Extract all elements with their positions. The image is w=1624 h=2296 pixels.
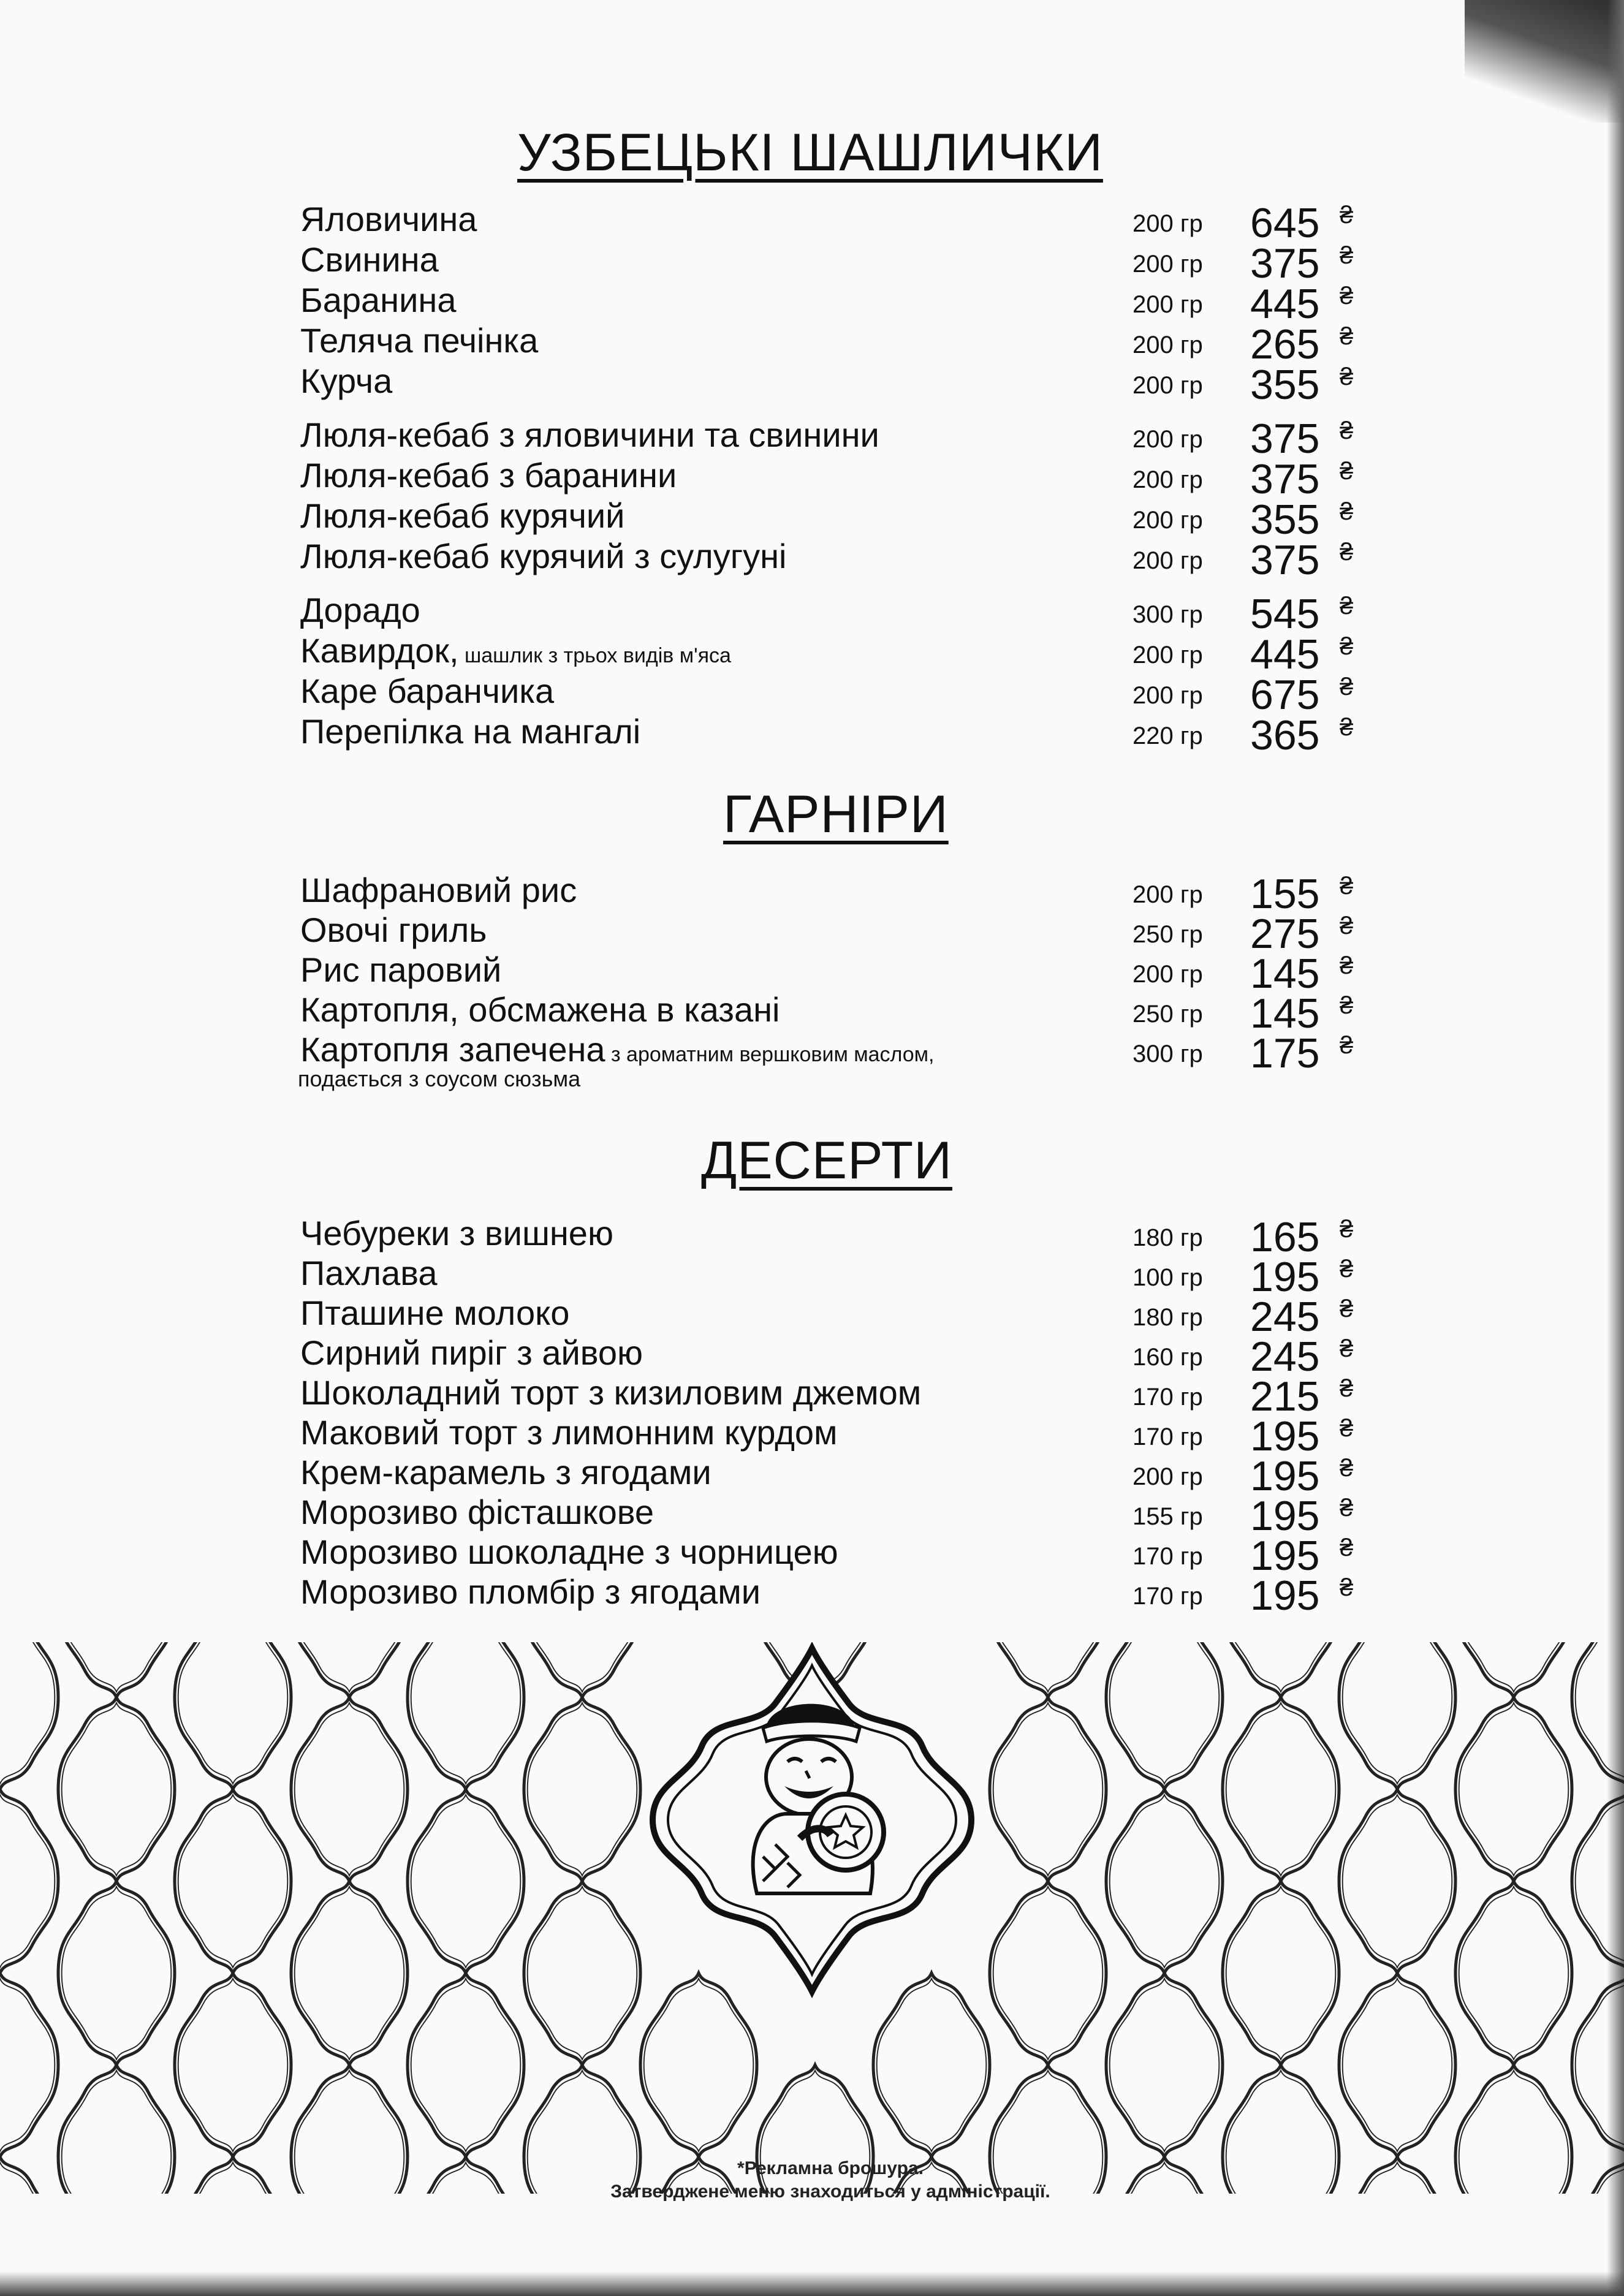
pattern-tile bbox=[524, 1642, 640, 1697]
item-price: 375 bbox=[1250, 456, 1320, 502]
pattern-tile-inner bbox=[1226, 1642, 1336, 1692]
item-title: Дорадо bbox=[300, 591, 420, 629]
item-title: Чебуреки з вишнею bbox=[300, 1214, 613, 1252]
item-weight: 170 гр bbox=[1133, 1543, 1203, 1570]
pattern-tile-inner bbox=[1226, 1703, 1336, 1876]
pattern-tile-inner bbox=[62, 1887, 172, 2059]
currency-sign: ₴ bbox=[1340, 417, 1354, 444]
pattern-tile-inner bbox=[1459, 1642, 1569, 1692]
item-name bbox=[300, 1412, 838, 1452]
menu-item bbox=[294, 536, 1385, 583]
menu-item bbox=[294, 1213, 1385, 1260]
item-title: Шоколадний торт з кизиловим джемом bbox=[300, 1373, 922, 1412]
pattern-tile-inner bbox=[62, 1703, 172, 1876]
currency-sign: ₴ bbox=[1340, 1216, 1354, 1243]
item-name bbox=[300, 1333, 643, 1373]
item-name bbox=[300, 1213, 613, 1253]
menu-item bbox=[294, 496, 1385, 543]
pattern-tile-inner bbox=[178, 1979, 288, 2151]
currency-sign: ₴ bbox=[1340, 282, 1354, 309]
menu-item bbox=[294, 990, 1385, 1037]
item-title: Яловичина bbox=[300, 200, 477, 238]
currency-sign: ₴ bbox=[1340, 539, 1354, 566]
pattern-tile bbox=[990, 1697, 1106, 1881]
pattern-tile bbox=[1455, 1881, 1572, 2065]
menu-item bbox=[294, 320, 1385, 368]
item-weight: 160 гр bbox=[1133, 1344, 1203, 1371]
pattern-tile-inner bbox=[0, 1642, 55, 1784]
item-name bbox=[300, 280, 456, 320]
item-price: 445 bbox=[1250, 281, 1320, 327]
currency-sign: ₴ bbox=[1340, 1534, 1354, 1561]
item-price: 165 bbox=[1250, 1214, 1320, 1260]
item-price: 145 bbox=[1250, 950, 1320, 997]
item-price: 245 bbox=[1250, 1333, 1320, 1380]
menu-item bbox=[294, 1572, 1385, 1619]
currency-sign: ₴ bbox=[1340, 912, 1354, 939]
menu-item bbox=[294, 455, 1385, 502]
currency-sign: ₴ bbox=[1340, 363, 1354, 390]
menu-item bbox=[294, 1029, 1385, 1091]
item-title: Свинина bbox=[300, 240, 439, 279]
item-price: 195 bbox=[1250, 1572, 1320, 1619]
menu-item bbox=[294, 910, 1385, 957]
arabesque-tile-pattern bbox=[0, 1642, 1624, 2194]
currency-sign: ₴ bbox=[1340, 1375, 1354, 1402]
pattern-tile-inner bbox=[295, 1703, 404, 1876]
pattern-tile bbox=[408, 1973, 524, 2157]
item-weight: 180 гр bbox=[1133, 1224, 1203, 1251]
item-weight: 200 гр bbox=[1133, 642, 1203, 669]
menu-item bbox=[294, 1373, 1385, 1420]
menu-item bbox=[294, 1333, 1385, 1380]
pattern-tile bbox=[1106, 1789, 1223, 1973]
section-title: ДЕСЕРТИ bbox=[701, 1131, 952, 1190]
pattern-tile-inner bbox=[1343, 1642, 1452, 1784]
item-name bbox=[300, 910, 487, 950]
item-title: Перепілка на мангалі bbox=[300, 712, 641, 751]
item-name bbox=[300, 1029, 935, 1069]
menu-item bbox=[294, 870, 1385, 917]
item-weight: 200 гр bbox=[1133, 1463, 1203, 1490]
item-price: 175 bbox=[1250, 1030, 1320, 1077]
item-name bbox=[300, 320, 538, 360]
item-name bbox=[300, 711, 640, 751]
item-name bbox=[300, 1293, 569, 1333]
item-title: Люля-кебаб курячий bbox=[300, 496, 625, 535]
item-weight: 170 гр bbox=[1133, 1583, 1203, 1610]
item-price: 145 bbox=[1250, 990, 1320, 1037]
pattern-tile-inner bbox=[644, 1979, 754, 2151]
pattern-tile bbox=[175, 1973, 291, 2157]
item-name bbox=[300, 990, 780, 1029]
currency-sign: ₴ bbox=[1340, 673, 1354, 700]
item-weight: 100 гр bbox=[1133, 1264, 1203, 1291]
pattern-tile-inner bbox=[528, 1642, 637, 1692]
item-price: 645 bbox=[1250, 200, 1320, 246]
item-weight: 250 гр bbox=[1133, 921, 1203, 948]
item-weight: 300 гр bbox=[1133, 1040, 1203, 1067]
item-note: шашлик з трьох видів м'яса bbox=[458, 644, 731, 667]
currency-sign: ₴ bbox=[1340, 593, 1354, 619]
pattern-tile-inner bbox=[1343, 1795, 1452, 1968]
pattern-tile bbox=[873, 1973, 990, 2157]
pattern-tile-inner bbox=[1576, 1979, 1624, 2151]
pattern-tile bbox=[1339, 1973, 1455, 2157]
item-weight: 200 гр bbox=[1133, 291, 1203, 318]
pattern-tile-inner bbox=[1226, 1887, 1336, 2059]
item-title: Морозиво фісташкове bbox=[300, 1493, 655, 1531]
item-title: Каре баранчика bbox=[300, 672, 555, 710]
menu-item bbox=[294, 590, 1385, 637]
pattern-tile bbox=[640, 1973, 757, 2157]
pattern-tile-inner bbox=[528, 1887, 637, 2059]
item-weight: 180 гр bbox=[1133, 1304, 1203, 1331]
item-title: Морозиво пломбір з ягодами bbox=[300, 1572, 761, 1611]
item-price: 445 bbox=[1250, 631, 1320, 678]
pattern-tile bbox=[1339, 1789, 1455, 1973]
pattern-tile bbox=[58, 1881, 175, 2065]
item-price: 195 bbox=[1250, 1493, 1320, 1539]
item-price: 355 bbox=[1250, 496, 1320, 543]
currency-sign: ₴ bbox=[1340, 1295, 1354, 1322]
footer-note-line1: *Рекламна брошура. bbox=[737, 2158, 924, 2178]
currency-sign: ₴ bbox=[1340, 202, 1354, 229]
pattern-tile bbox=[1223, 1881, 1339, 2065]
menu-item bbox=[294, 950, 1385, 997]
item-weight: 170 гр bbox=[1133, 1423, 1203, 1450]
item-price: 195 bbox=[1250, 1533, 1320, 1579]
item-title: Теляча печінка bbox=[300, 321, 539, 360]
pattern-tile bbox=[990, 1881, 1106, 2065]
uzbek-chef-logo-icon bbox=[653, 1648, 971, 1991]
item-price: 355 bbox=[1250, 362, 1320, 408]
item-price: 375 bbox=[1250, 537, 1320, 583]
currency-sign: ₴ bbox=[1340, 1455, 1354, 1482]
item-weight: 200 гр bbox=[1133, 961, 1203, 988]
item-title: Люля-кебаб з яловичини та свинини bbox=[300, 415, 879, 454]
currency-sign: ₴ bbox=[1340, 1335, 1354, 1362]
pattern-tile-inner bbox=[1459, 1887, 1569, 2059]
item-name bbox=[300, 1492, 654, 1532]
pattern-tile-inner bbox=[1459, 1703, 1569, 1876]
currency-sign: ₴ bbox=[1340, 873, 1354, 900]
pattern-tile bbox=[58, 1697, 175, 1881]
item-name bbox=[300, 1572, 761, 1612]
item-weight: 200 гр bbox=[1133, 682, 1203, 709]
item-name bbox=[300, 1373, 921, 1412]
pattern-tile bbox=[1106, 1973, 1223, 2157]
pattern-tile bbox=[1106, 1642, 1223, 1789]
currency-sign: ₴ bbox=[1340, 498, 1354, 525]
pattern-tile bbox=[291, 1697, 408, 1881]
pattern-tile-inner bbox=[528, 1703, 637, 1876]
currency-sign: ₴ bbox=[1340, 714, 1354, 741]
background-corner bbox=[1465, 0, 1624, 123]
menu-item bbox=[294, 1492, 1385, 1539]
currency-sign: ₴ bbox=[1340, 242, 1354, 269]
item-price: 155 bbox=[1250, 871, 1320, 917]
item-price: 365 bbox=[1250, 712, 1320, 759]
menu-item bbox=[294, 631, 1385, 678]
item-title: Курча bbox=[300, 362, 393, 400]
pattern-tile bbox=[1455, 1697, 1572, 1881]
pattern-tile-inner bbox=[0, 1979, 55, 2151]
menu-item bbox=[294, 1412, 1385, 1460]
pattern-tile bbox=[0, 1973, 58, 2157]
item-price: 215 bbox=[1250, 1373, 1320, 1420]
section-title: УЗБЕЦЬКІ ШАШЛИЧКИ bbox=[517, 123, 1103, 182]
pattern-tile bbox=[0, 1642, 58, 1789]
pattern-tile bbox=[524, 1697, 640, 1881]
item-title: Кавирдок, bbox=[300, 631, 459, 670]
pattern-tile-inner bbox=[178, 1795, 288, 1968]
pattern-tile bbox=[175, 1789, 291, 1973]
pattern-tile bbox=[408, 1642, 524, 1789]
menu-item bbox=[294, 240, 1385, 287]
pattern-tile bbox=[58, 1642, 175, 1697]
pattern-tile bbox=[291, 1642, 408, 1697]
item-title: Пташине молоко bbox=[300, 1294, 570, 1332]
pattern-tile-inner bbox=[178, 1642, 288, 1784]
pattern-tile-inner bbox=[1110, 1642, 1220, 1784]
item-title: Картопля, обсмажена в казані bbox=[300, 990, 780, 1029]
item-weight: 200 гр bbox=[1133, 466, 1203, 493]
item-title: Баранина bbox=[300, 281, 457, 319]
item-title: Рис паровий bbox=[300, 950, 502, 989]
item-weight: 200 гр bbox=[1133, 372, 1203, 399]
item-weight: 200 гр bbox=[1133, 210, 1203, 237]
item-title: Морозиво шоколадне з чорницею bbox=[300, 1533, 838, 1571]
item-name bbox=[300, 361, 392, 401]
item-subnote: подається з соусом сюзьма bbox=[298, 1066, 581, 1091]
item-title: Картопля запечена bbox=[300, 1030, 605, 1069]
item-price: 195 bbox=[1250, 1254, 1320, 1300]
pattern-tile-inner bbox=[0, 1795, 55, 1968]
menu-item bbox=[294, 361, 1385, 408]
item-name bbox=[300, 631, 731, 670]
item-title: Сирний пиріг з айвою bbox=[300, 1333, 643, 1372]
pattern-tile bbox=[1455, 1642, 1572, 1697]
pattern-tile bbox=[1339, 1642, 1455, 1789]
item-name bbox=[300, 455, 677, 495]
item-name bbox=[300, 870, 577, 910]
item-price: 375 bbox=[1250, 240, 1320, 287]
pattern-tile-inner bbox=[877, 1979, 987, 2151]
pattern-tile bbox=[0, 1789, 58, 1973]
item-price: 195 bbox=[1250, 1413, 1320, 1460]
menu-item bbox=[294, 671, 1385, 718]
item-name bbox=[300, 536, 787, 576]
currency-sign: ₴ bbox=[1340, 1415, 1354, 1442]
currency-sign: ₴ bbox=[1340, 323, 1354, 350]
item-name bbox=[300, 950, 501, 990]
item-price: 675 bbox=[1250, 672, 1320, 718]
menu-item bbox=[294, 1452, 1385, 1499]
item-name bbox=[300, 1452, 711, 1492]
currency-sign: ₴ bbox=[1340, 992, 1354, 1019]
item-title: Крем-карамель з ягодами bbox=[300, 1453, 711, 1491]
pattern-tile-inner bbox=[411, 1979, 521, 2151]
item-price: 375 bbox=[1250, 415, 1320, 462]
item-name bbox=[300, 496, 624, 536]
item-title: Маковий торт з лимонним курдом bbox=[300, 1413, 838, 1452]
currency-sign: ₴ bbox=[1340, 633, 1354, 660]
currency-sign: ₴ bbox=[1340, 1495, 1354, 1521]
pattern-tile-inner bbox=[62, 1642, 172, 1692]
currency-sign: ₴ bbox=[1340, 1032, 1354, 1059]
menu-item bbox=[294, 199, 1385, 246]
menu-item bbox=[294, 415, 1385, 462]
pattern-tile-inner bbox=[1576, 1795, 1624, 1968]
item-title: Люля-кебаб курячий з сулугуні bbox=[300, 537, 787, 575]
menu-item bbox=[294, 1293, 1385, 1340]
menu-item bbox=[294, 1253, 1385, 1300]
item-name bbox=[300, 671, 554, 711]
item-price: 195 bbox=[1250, 1453, 1320, 1499]
currency-sign: ₴ bbox=[1340, 1574, 1354, 1601]
item-name bbox=[300, 1532, 838, 1572]
item-title: Люля-кебаб з баранини bbox=[300, 456, 677, 494]
pattern-tile-inner bbox=[295, 1642, 404, 1692]
pattern-tile bbox=[1223, 1697, 1339, 1881]
menu-item bbox=[294, 711, 1385, 759]
pattern-tile bbox=[175, 1642, 291, 1789]
pattern-tile-inner bbox=[1110, 1795, 1220, 1968]
item-weight: 200 гр bbox=[1133, 507, 1203, 534]
page-edge-bottom bbox=[0, 2271, 1624, 2296]
item-weight: 200 гр bbox=[1133, 332, 1203, 358]
pattern-tile bbox=[408, 1789, 524, 1973]
item-name bbox=[300, 240, 439, 279]
item-weight: 155 гр bbox=[1133, 1503, 1203, 1530]
item-price: 265 bbox=[1250, 321, 1320, 368]
item-title: Шафрановий рис bbox=[300, 871, 577, 909]
currency-sign: ₴ bbox=[1340, 458, 1354, 485]
item-name bbox=[300, 415, 879, 455]
item-weight: 200 гр bbox=[1133, 251, 1203, 278]
item-price: 545 bbox=[1250, 591, 1320, 637]
item-title: Овочі гриль bbox=[300, 911, 487, 949]
pattern-tile-inner bbox=[411, 1642, 521, 1784]
item-title: Пахлава bbox=[300, 1254, 438, 1292]
pattern-tile-inner bbox=[295, 1887, 404, 2059]
pattern-tile bbox=[1223, 1642, 1339, 1697]
pattern-tile bbox=[1572, 1973, 1624, 2157]
item-weight: 220 гр bbox=[1133, 722, 1203, 749]
pattern-tile bbox=[1572, 1789, 1624, 1973]
item-note: з ароматним вершковим маслом, bbox=[605, 1043, 935, 1066]
pattern-tile bbox=[1572, 1642, 1624, 1789]
section-title: ГАРНІРИ bbox=[723, 785, 949, 844]
currency-sign: ₴ bbox=[1340, 952, 1354, 979]
pattern-tile bbox=[291, 1881, 408, 2065]
item-weight: 200 гр bbox=[1133, 547, 1203, 574]
pattern-tile-inner bbox=[411, 1795, 521, 1968]
item-name bbox=[300, 590, 420, 630]
pattern-tile-inner bbox=[993, 1703, 1103, 1876]
pattern-tile bbox=[990, 1642, 1106, 1697]
item-weight: 250 гр bbox=[1133, 1001, 1203, 1028]
item-price: 245 bbox=[1250, 1294, 1320, 1340]
item-weight: 200 гр bbox=[1133, 881, 1203, 908]
item-weight: 170 гр bbox=[1133, 1384, 1203, 1411]
currency-sign: ₴ bbox=[1340, 1256, 1354, 1283]
pattern-tile-inner bbox=[993, 1887, 1103, 2059]
menu-item bbox=[294, 280, 1385, 327]
menu-item bbox=[294, 1532, 1385, 1579]
item-price: 275 bbox=[1250, 911, 1320, 957]
pattern-tile-inner bbox=[1343, 1979, 1452, 2151]
pattern-tile-inner bbox=[993, 1642, 1103, 1692]
item-name bbox=[300, 199, 477, 239]
pattern-tile-inner bbox=[1110, 1979, 1220, 2151]
item-weight: 200 гр bbox=[1133, 426, 1203, 453]
item-weight: 300 гр bbox=[1133, 601, 1203, 628]
item-name bbox=[300, 1253, 437, 1293]
pattern-tile bbox=[524, 1881, 640, 2065]
footer-note-line2: Затверджене меню знаходиться у адміністрації. bbox=[610, 2181, 1050, 2202]
